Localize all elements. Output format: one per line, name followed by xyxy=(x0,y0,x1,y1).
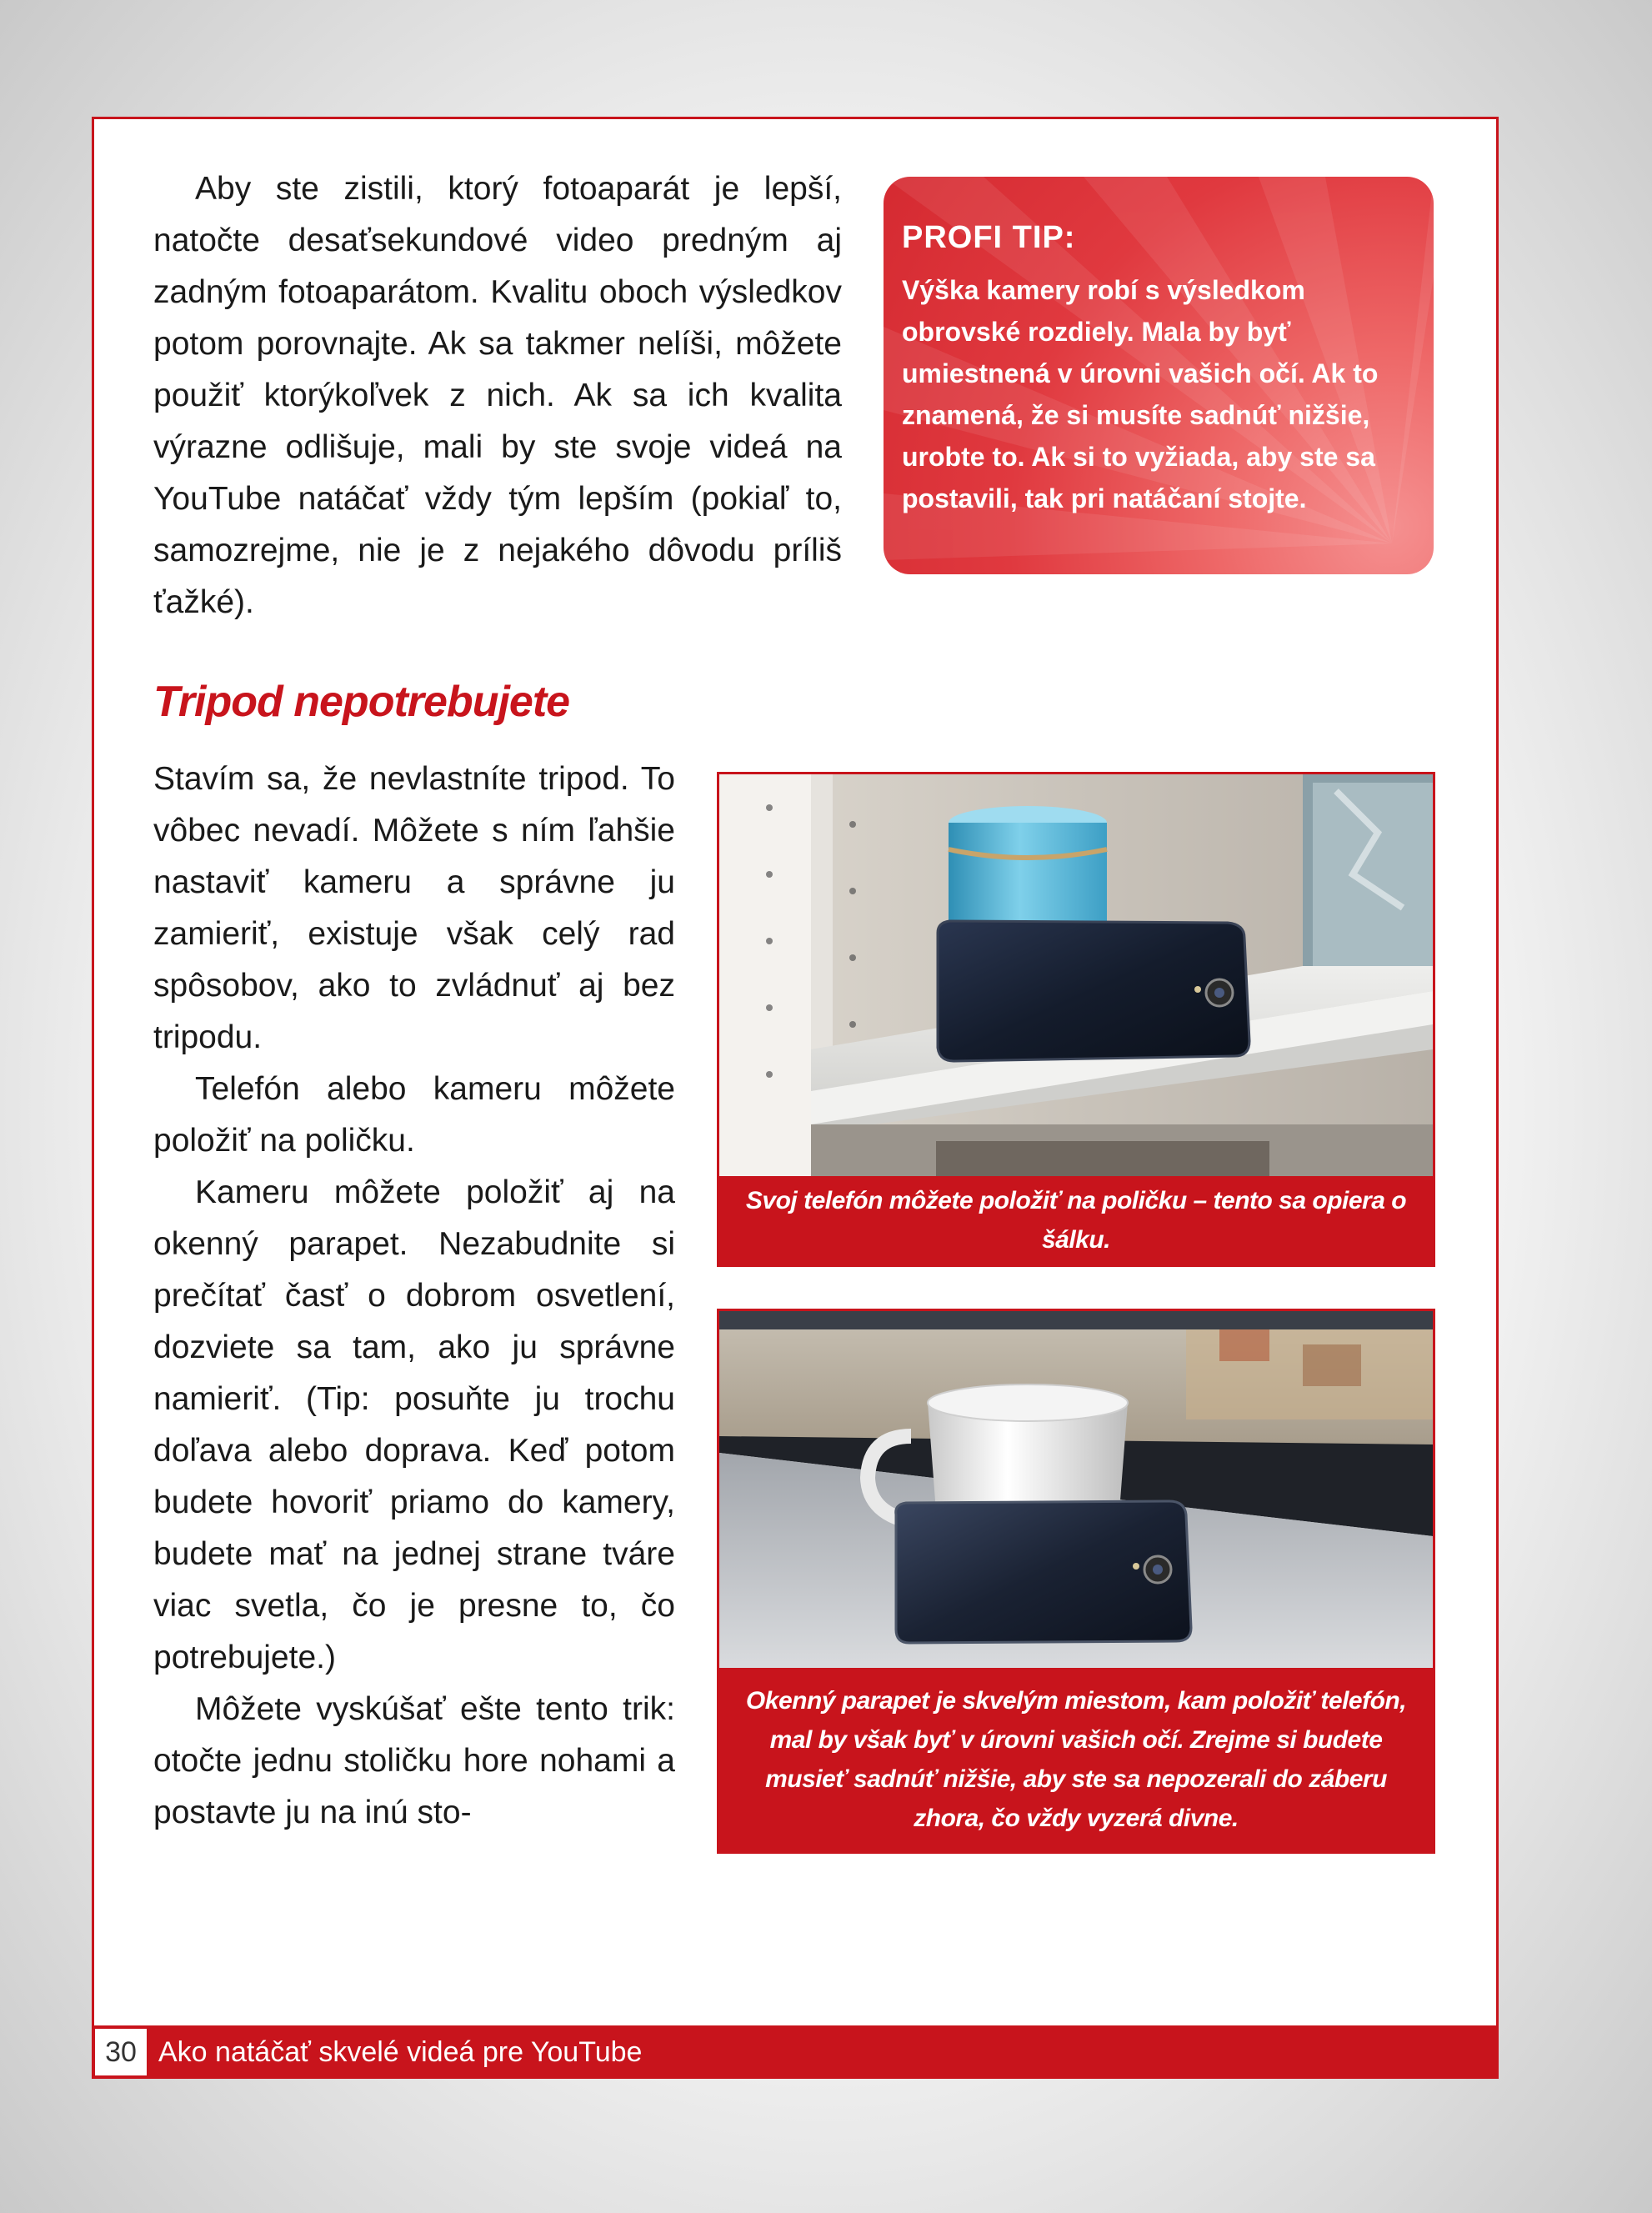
intro-paragraph: Aby ste zistili, ktorý fotoaparát je lepší, natočte desaťsekundové video predným aj zadným fotoaparátom. Kvalitu oboch výsledkov potom porovnajte. Ak sa takmer nelíši, môžete použiť ktorýkoľvek z nich. Ak sa ich kvalita výrazne odlišuje, mali by ste svoje videá na YouTube natáčať vždy tým lepším (pokiaľ to, samozrejme, nie je z nejakého dôvodu príliš ťažké). xyxy=(153,171,842,620)
figure-shelf-caption: Svoj telefón môžete položiť na poličku – tento sa opiera o šálku. xyxy=(745,1187,1407,1254)
page-number: 30 xyxy=(95,2029,147,2075)
section-paragraph-1: Stavím sa, že nevlastníte tripod. To vôbec nevadí. Môžete s ním ľahšie nastaviť kameru a správne ju zamieriť, existuje však celý rad spôsobov, ako to zvládnuť aj bez tripodu. xyxy=(153,761,675,1055)
profi-tip-box xyxy=(884,177,1434,574)
window-photo xyxy=(719,1311,1433,1668)
section-text xyxy=(153,754,675,1839)
figure-shelf xyxy=(717,772,1435,1267)
tip-title: PROFI TIP: xyxy=(902,220,1076,255)
section-paragraph-3: Kameru môžete položiť aj na okenný parapet. Nezabudnite si prečítať časť o dobrom osvetlení, dozviete sa tam, ako ju správne namieriť. (Tip: posuňte ju trochu doľava alebo doprava. Keď potom budete hovoriť priamo do kamery, budete mať na jednej strane tváre viac svetla, čo je presne to, čo potrebujete.) xyxy=(153,1174,675,1675)
tip-text: Výška kamery robí s výsledkom obrovské rozdiely. Mala by byť umiestnená v úrovni vašich očí. Ak to znamená, že si musíte sadnúť nižšie, urobte to. Ak si to vyžiada, aby ste sa postavili, tak pri natáčaní stojte. xyxy=(902,275,1379,513)
footer-book-title: Ako natáčať skvelé videá pre YouTube xyxy=(158,2036,643,2068)
section-paragraph-4: Môžete vyskúšať ešte tento trik: otočte jednu stoličku hore nohami a postavte ju na inú sto- xyxy=(153,1691,675,1830)
section-heading: Tripod nepotrebujete xyxy=(153,678,570,726)
shelf-photo xyxy=(719,774,1433,1176)
intro-text xyxy=(153,163,842,628)
figure-window xyxy=(717,1309,1435,1854)
section-paragraph-2: Telefón alebo kameru môžete položiť na poličku. xyxy=(153,1071,675,1159)
figure-window-caption: Okenný parapet je skvelým miestom, kam položiť telefón, mal by však byť v úrovni vašich očí. Zrejme si budete musieť sadnúť nižšie, aby ste sa nepozerali do záberu zhora, čo vždy vyzerá divne. xyxy=(745,1687,1407,1832)
